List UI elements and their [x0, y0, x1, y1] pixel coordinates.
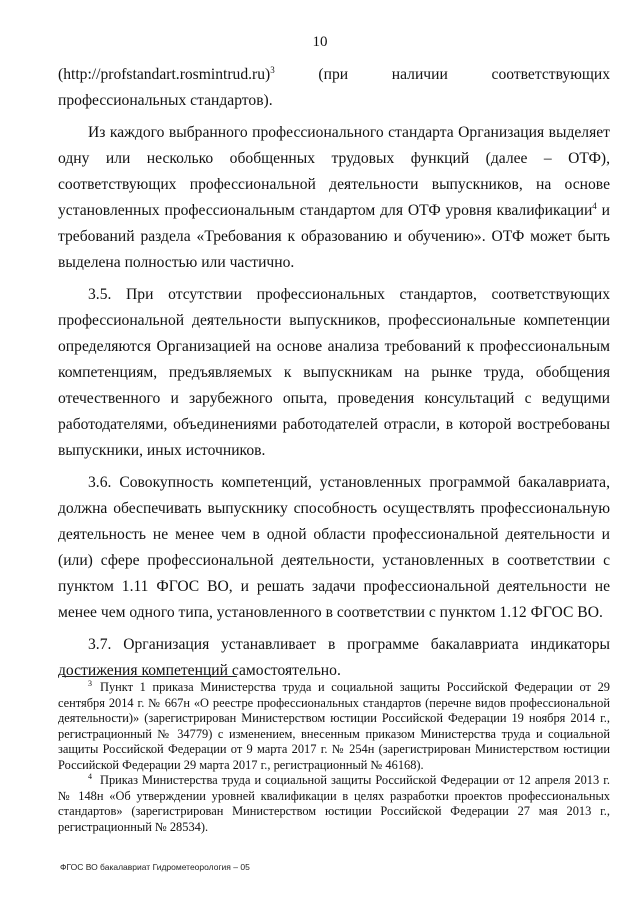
footnote-mark: 3 [88, 678, 92, 688]
footnote-4: $^4$ Приказ Министерства труда и социальной защиты Российской Федерации от 12 апреля 2013 г. № 148н «Об утверждении уровней квалификации в целях разработки проектов профессиональных стандартов» (зарегистрирован Министерством юстиции Российской Федерации 27 мая 2013 г., регистрационный № 28534). [58, 771, 610, 834]
paragraph-3-6: 3.6. Совокупность компетенций, установленных программой бакалавриата, должна обеспечивать выпускнику способность осуществлять профессиональную деятельность не менее чем в одной области профессиональной деятельности и (или) сфере профессиональной деятельности, установленных в соответствии с пунктом 1.11 ФГОС ВО, и решать задачи профессиональной деятельности не менее чем одного типа, установленного в соответствии с пунктом 1.12 ФГОС ВО. [58, 474, 610, 621]
footnote-divider [62, 676, 237, 677]
paragraph-3-5: 3.5. При отсутствии профессиональных стандартов, соответствующих профессиональной деятельности выпускников, профессиональные компетенции определяются Организацией на основе анализа требований к профессиональным компетенциям, предъявляемых к выпускникам на рынке труда, обобщения отечественного и зарубежного опыта, проведения консультаций с ведущими работодателями, объединениями работодателей отрасли, в которой востребованы выпускники, иных источников. [58, 286, 610, 459]
paragraph-otf: Из каждого выбранного профессионального стандарта Организация выделяет одну или несколько обобщенных трудовых функций (далее – ОТФ), соответствующих профессиональной деятельности выпускников, на основе установленных профессиональным стандартом для ОТФ уровня квалификации$^4$ и требований раздела «Требования к образованию и обучению». ОТФ может быть выделена полностью или частично. [58, 124, 611, 271]
footnote-3: $^3$ Пункт 1 приказа Министерства труда и социальной защиты Российской Федерации от 29 сентября 2014 г. № 667н «О реестре профессиональных стандартов (перечне видов профессиональной деятельности)» (зарегистрирован Министерством юстиции Российской Федерации 19 ноября 2014 г., регистрационный № 34779) с изменением, внесенным приказом Министерства труда и социальной защиты Российской Федерации от 9 марта 2017 г. № 254н (зарегистрирован Министерством юстиции Российской Федерации 29 марта 2017 г., регистрационный № 46168). [58, 678, 610, 772]
footnote-ref-4: 4 [592, 200, 597, 211]
footnotes [58, 680, 610, 835]
source-url: (http://profstandart.rosmintrud.ru) [58, 66, 271, 83]
footnote-ref-3: 3 [270, 64, 275, 75]
footnote-mark: 4 [88, 771, 92, 781]
paragraph-continuation: (http://profstandart.rosmintrud.ru)$^3$ (при наличии соответствующих профессиональных стандартов). [58, 64, 610, 109]
paragraph-3-7: 3.7. Организация устанавливает в программе бакалавриата индикаторы достижения компетенций самостоятельно. [58, 636, 610, 679]
page-footer: ФГОС ВО бакалавриат Гидрометеорология – 05 [60, 862, 250, 872]
page-number: 10 [312, 34, 328, 50]
main-text [58, 62, 610, 684]
